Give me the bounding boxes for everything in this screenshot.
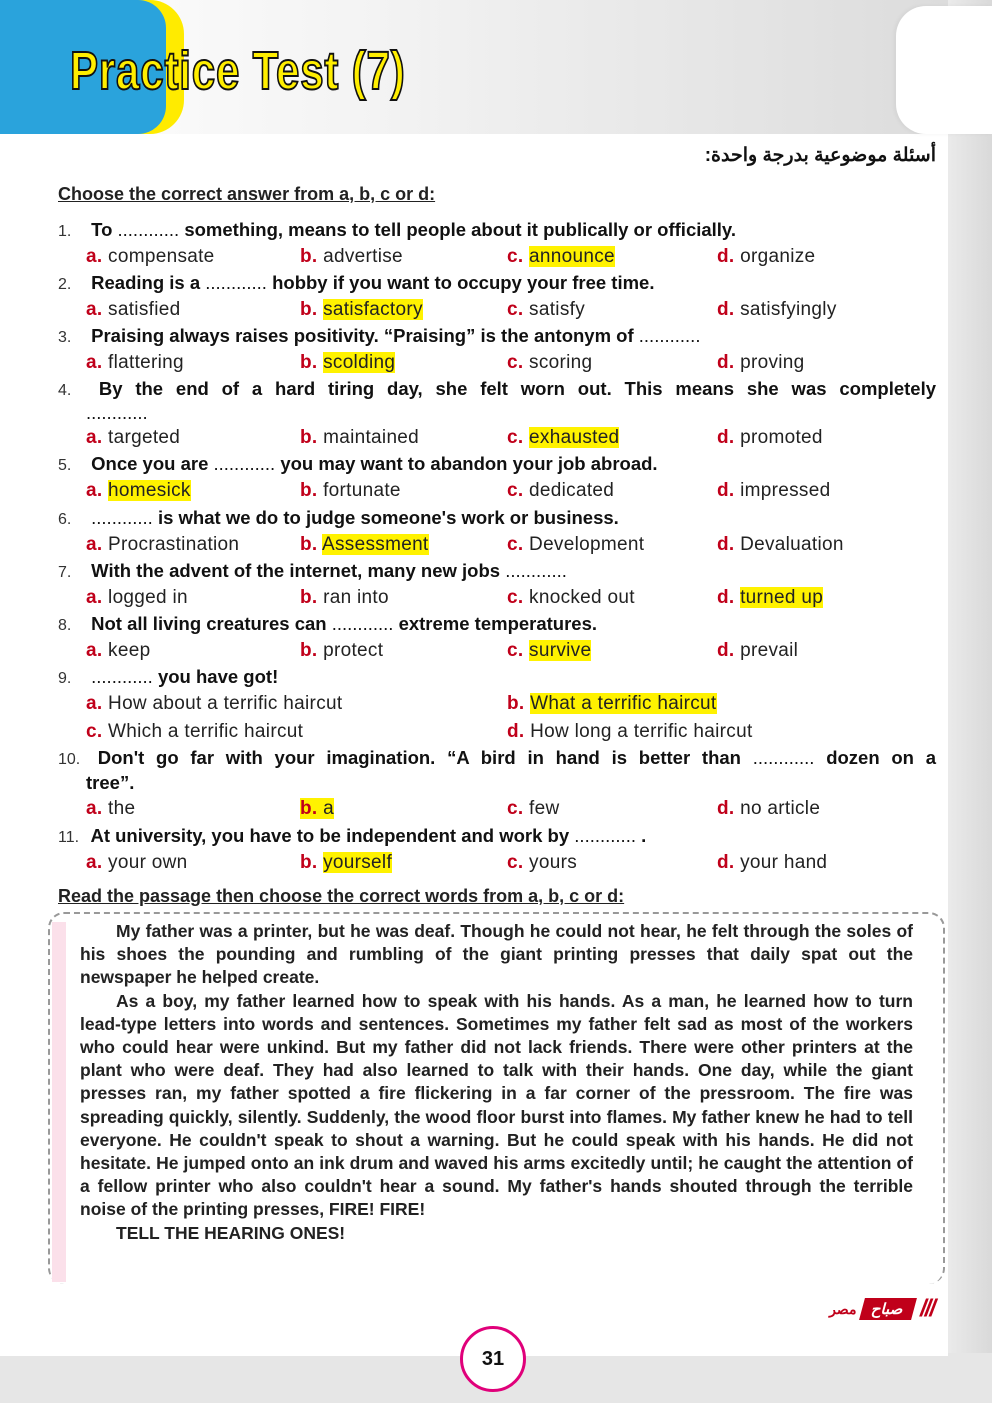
option-1c xyxy=(507,246,615,268)
option-4d xyxy=(717,427,823,449)
question-number: 1. xyxy=(58,223,72,240)
passage-paragraph-1: My father was a printer, but he was deaf. Though he could not hear, he felt through the soles of his shoes the pounding and rumbling of the giant printing presses that daily spat out the newspaper he helped create. xyxy=(80,921,913,988)
option-text: impressed xyxy=(740,480,831,501)
option-7b xyxy=(300,587,389,609)
option-5b xyxy=(300,480,401,502)
option-4c xyxy=(507,427,619,449)
option-letter: b. xyxy=(300,534,318,555)
question-blank: ............ xyxy=(331,613,394,634)
option-letter: c. xyxy=(507,246,524,267)
option-11c xyxy=(507,852,577,874)
option-text: the xyxy=(108,798,136,819)
option-letter: d. xyxy=(717,640,735,661)
option-text: yours xyxy=(529,852,578,873)
option-text: compensate xyxy=(108,246,215,267)
question-7 xyxy=(58,560,567,582)
question-blank: ............ xyxy=(91,666,153,687)
passage-strip xyxy=(52,922,66,1282)
page-number: 31 xyxy=(460,1326,526,1392)
option-text: your hand xyxy=(740,852,828,873)
option-letter: c. xyxy=(507,587,524,608)
option-text: Which a terrific haircut xyxy=(108,721,304,742)
question-blank: ............ xyxy=(638,325,701,346)
option-1a xyxy=(86,246,215,268)
option-text: How about a terrific haircut xyxy=(108,693,343,714)
option-letter: d. xyxy=(717,852,735,873)
arabic-heading: أسئلة موضوعية بدرجة واحدة: xyxy=(704,145,936,166)
option-text: satisfyingly xyxy=(740,299,837,320)
question-blank: ............ xyxy=(213,453,276,474)
option-10b xyxy=(300,798,334,820)
page-edge xyxy=(944,0,992,1403)
option-letter: b. xyxy=(507,693,525,714)
option-letter: b. xyxy=(300,587,318,608)
question-4-line2 xyxy=(86,402,148,424)
option-3d xyxy=(717,352,805,374)
option-text-highlighted: scolding xyxy=(323,352,396,373)
option-text: Procrastination xyxy=(108,534,240,555)
option-letter: a. xyxy=(86,246,103,267)
option-letter: c. xyxy=(507,427,524,448)
option-text-highlighted: satisfactory xyxy=(323,299,423,320)
question-number: 8. xyxy=(58,617,72,634)
option-letter: d. xyxy=(717,299,735,320)
question-blank: ............ xyxy=(117,219,180,240)
option-letter: c. xyxy=(507,352,524,373)
option-text: maintained xyxy=(323,427,420,448)
option-letter: d. xyxy=(717,352,735,373)
option-11a xyxy=(86,852,188,874)
option-7c xyxy=(507,587,635,609)
question-text: dozen on a xyxy=(826,747,937,768)
question-4 xyxy=(58,378,936,400)
option-text: keep xyxy=(108,640,151,661)
option-9a xyxy=(86,693,342,715)
option-text-highlighted: What a terrific haircut xyxy=(530,693,717,714)
brand-suffix: مصر xyxy=(829,1300,857,1317)
option-9d xyxy=(507,721,753,743)
section-heading-passage: Read the passage then choose the correct words from a, b, c or d: xyxy=(58,886,625,906)
option-letter: a. xyxy=(86,299,103,320)
option-10d xyxy=(717,798,820,820)
option-2a xyxy=(86,299,180,321)
question-number: 9. xyxy=(58,670,72,687)
option-10c xyxy=(507,798,560,820)
option-letter: d. xyxy=(717,427,735,448)
option-letter: b. xyxy=(300,798,318,819)
header-right-box xyxy=(896,6,992,134)
option-8a xyxy=(86,640,150,662)
option-letter: c. xyxy=(507,299,524,320)
page-title: Practice Test (7) xyxy=(70,41,406,101)
option-letter: a. xyxy=(86,693,103,714)
option-text-highlighted: turned up xyxy=(740,587,824,608)
question-10-line2 xyxy=(86,772,134,794)
option-text: no article xyxy=(740,798,821,819)
option-3a xyxy=(86,352,184,374)
option-text-highlighted: survive xyxy=(529,640,592,661)
question-6 xyxy=(58,507,619,529)
option-letter: c. xyxy=(507,798,524,819)
question-text: hobby if you want to occupy your free time. xyxy=(272,272,655,293)
option-text: knocked out xyxy=(529,587,635,608)
option-text: proving xyxy=(740,352,805,373)
option-text-highlighted: Assessment xyxy=(322,534,429,555)
option-letter: b. xyxy=(300,480,318,501)
option-letter: b. xyxy=(300,246,318,267)
option-8c xyxy=(507,640,591,662)
question-text: extreme temperatures. xyxy=(398,613,598,634)
question-text: something, means to tell people about it publically or officially. xyxy=(184,219,736,240)
question-text: . xyxy=(641,825,647,846)
question-blank: ............ xyxy=(752,747,815,768)
option-text: fortunate xyxy=(323,480,401,501)
option-text: Development xyxy=(529,534,645,555)
option-letter: a. xyxy=(86,587,103,608)
question-text: With the advent of the internet, many new jobs xyxy=(91,560,501,581)
brand-logo xyxy=(829,1296,934,1322)
option-7a xyxy=(86,587,188,609)
option-letter: b. xyxy=(300,852,318,873)
option-letter: a. xyxy=(86,480,103,501)
option-text: few xyxy=(529,798,560,819)
option-text: protect xyxy=(323,640,384,661)
option-letter: b. xyxy=(300,352,318,373)
option-4b xyxy=(300,427,419,449)
option-2c xyxy=(507,299,585,321)
question-text: Not all living creatures can xyxy=(91,613,327,634)
option-text: scoring xyxy=(529,352,593,373)
question-text: tree”. xyxy=(86,772,135,793)
option-letter: d. xyxy=(717,798,735,819)
option-letter: d. xyxy=(717,480,735,501)
option-letter: a. xyxy=(86,427,103,448)
option-letter: a. xyxy=(86,852,103,873)
question-text: is what we do to judge someone's work or business. xyxy=(157,507,619,528)
option-3c xyxy=(507,352,592,374)
option-text-highlighted: exhausted xyxy=(529,427,620,448)
option-11b xyxy=(300,852,392,874)
question-text: Praising always raises positivity. “Praising” is the antonym of xyxy=(91,325,634,346)
question-blank: ............ xyxy=(205,272,267,293)
option-text: promoted xyxy=(740,427,823,448)
question-2 xyxy=(58,272,654,294)
option-text: flattering xyxy=(108,352,184,373)
option-text: How long a terrific haircut xyxy=(530,721,753,742)
option-letter: c. xyxy=(507,640,524,661)
option-8d xyxy=(717,640,798,662)
option-2b xyxy=(300,299,423,321)
option-text-highlighted: announce xyxy=(529,246,615,267)
option-1b xyxy=(300,246,403,268)
brand-name: صباح xyxy=(860,1298,917,1320)
option-6c xyxy=(507,534,644,556)
option-letter: d. xyxy=(717,587,735,608)
option-letter: c. xyxy=(507,534,524,555)
option-letter: d. xyxy=(717,534,735,555)
question-text: Reading is a xyxy=(91,272,201,293)
option-5c xyxy=(507,480,614,502)
passage xyxy=(80,920,913,1245)
passage-paragraph-3: TELL THE HEARING ONES! xyxy=(116,1222,346,1243)
option-text: dedicated xyxy=(529,480,615,501)
option-letter: a. xyxy=(86,640,103,661)
option-text: satisfy xyxy=(529,299,585,320)
option-text: logged in xyxy=(108,587,188,608)
question-number: 7. xyxy=(58,564,72,581)
question-text: To xyxy=(91,219,113,240)
brand-bars-icon: /// xyxy=(919,1295,934,1322)
question-number: 2. xyxy=(58,276,72,293)
option-5a xyxy=(86,480,191,502)
option-4a xyxy=(86,427,180,449)
question-10 xyxy=(58,747,936,769)
option-text: Devaluation xyxy=(740,534,844,555)
question-blank: ............ xyxy=(91,507,153,528)
option-text: advertise xyxy=(323,246,403,267)
question-1 xyxy=(58,219,736,241)
option-7d xyxy=(717,587,823,609)
option-letter: a. xyxy=(86,798,103,819)
option-10a xyxy=(86,798,135,820)
option-letter: c. xyxy=(507,852,524,873)
question-11 xyxy=(58,825,646,847)
question-9 xyxy=(58,666,278,688)
option-text: ran into xyxy=(323,587,389,608)
question-blank: ............ xyxy=(86,402,148,423)
question-number: 6. xyxy=(58,511,72,528)
option-text-highlighted: homesick xyxy=(108,480,191,501)
option-text-highlighted: a xyxy=(323,798,334,819)
option-text-highlighted: yourself xyxy=(323,852,393,873)
question-text: At university, you have to be independent and work by xyxy=(90,825,570,846)
option-6b xyxy=(300,534,429,556)
passage-paragraph-2: As a boy, my father learned how to speak with his hands. As a man, he learned how to turn lead-type letters into words and sentences. Sometimes my father felt sad as most of the workers who could hear were unkind. But my father did not lack friends. There were other printers at the plant who were deaf. They had also learned to talk with their hands. One day, while the giant presses ran, my father spotted a fire flickering in a far corner of the pressroom. The fire was spreading quickly, silently. Suddenly, the wood floor burst into flames. My father knew he had to tell everyone. He couldn't speak to shout a warning. But he could speak with his hands. He did not hesitate. He jumped onto an ink drum and waved his arms excitedly until; he caught the attention of a fellow printer who also couldn't hear a sound. My father's hands shouted through the terrible noise of the printing presses, FIRE! FIRE! xyxy=(80,990,913,1220)
question-text: By the end of a hard tiring day, she felt worn out. This means she was completely xyxy=(98,378,936,399)
option-2d xyxy=(717,299,837,321)
section-heading-choose: Choose the correct answer from a, b, c or d: xyxy=(58,184,436,204)
option-9b xyxy=(507,693,717,715)
question-number: 10. xyxy=(58,751,81,768)
question-8 xyxy=(58,613,597,635)
option-9c xyxy=(86,721,303,743)
option-8b xyxy=(300,640,383,662)
option-letter: c. xyxy=(507,480,524,501)
question-text: you have got! xyxy=(157,666,279,687)
option-5d xyxy=(717,480,830,502)
option-text: organize xyxy=(740,246,816,267)
option-letter: c. xyxy=(86,721,103,742)
option-text: satisfied xyxy=(108,299,181,320)
option-text: targeted xyxy=(108,427,181,448)
option-letter: a. xyxy=(86,352,103,373)
option-6a xyxy=(86,534,239,556)
question-text: you may want to abandon your job abroad. xyxy=(280,453,658,474)
option-text: your own xyxy=(108,852,188,873)
option-text: prevail xyxy=(740,640,799,661)
option-letter: b. xyxy=(300,427,318,448)
option-letter: b. xyxy=(300,640,318,661)
question-text: Once you are xyxy=(91,453,209,474)
question-number: 4. xyxy=(58,382,72,399)
option-11d xyxy=(717,852,827,874)
option-1d xyxy=(717,246,815,268)
option-3b xyxy=(300,352,395,374)
question-number: 5. xyxy=(58,457,72,474)
option-letter: d. xyxy=(507,721,525,742)
option-letter: d. xyxy=(717,246,735,267)
question-blank: ............ xyxy=(505,560,567,581)
option-letter: a. xyxy=(86,534,103,555)
question-number: 11. xyxy=(58,829,80,846)
option-letter: b. xyxy=(300,299,318,320)
question-text: Don't go far with your imagination. “A bird in hand is better than xyxy=(97,747,741,768)
question-number: 3. xyxy=(58,329,72,346)
question-blank: ............ xyxy=(574,825,636,846)
question-3 xyxy=(58,325,700,347)
question-5 xyxy=(58,453,658,475)
option-6d xyxy=(717,534,844,556)
